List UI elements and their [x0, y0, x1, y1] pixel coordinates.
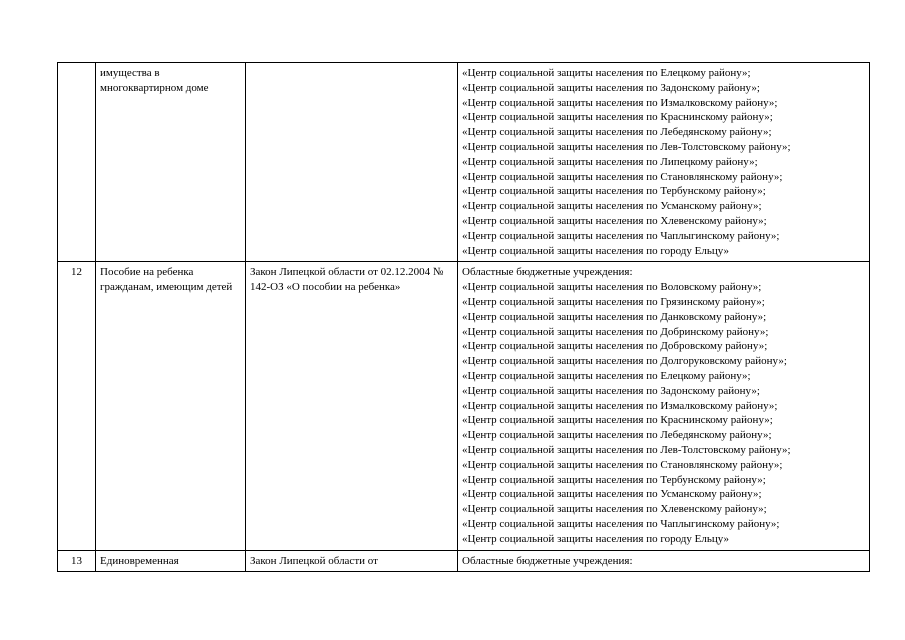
institution-line: «Центр социальной защиты населения по Усманскому району»; — [462, 488, 762, 501]
institution-line: «Центр социальной защиты населения по Хлевенскому району»; — [462, 214, 767, 227]
institution-line: «Центр социальной защиты населения по Добровскому району»; — [462, 340, 768, 353]
institutions-cell — [458, 63, 870, 262]
institution-line: «Центр социальной защиты населения по Елецкому району»; — [462, 369, 751, 382]
institutions-header: Областные бюджетные учреждения: — [462, 554, 633, 567]
institution-line: «Центр социальной защиты населения по Воловскому району»; — [462, 281, 762, 294]
row-number-cell — [58, 63, 96, 262]
law-reference-cell: Закон Липецкой области от — [246, 550, 458, 572]
institution-line: «Центр социальной защиты населения по Становлянскому району»; — [462, 458, 783, 471]
institution-line: «Центр социальной защиты населения по Лебедянскому району»; — [462, 126, 772, 139]
table-row — [58, 262, 870, 550]
institution-line: «Центр социальной защиты населения по городу Ельцу» — [462, 532, 730, 545]
institution-line: «Центр социальной защиты населения по Задонскому району»; — [462, 384, 760, 397]
benefit-name-cell: имущества в многоквартирном доме — [96, 63, 246, 262]
institution-line: «Центр социальной защиты населения по Лебедянскому району»; — [462, 429, 772, 442]
institution-line: «Центр социальной защиты населения по городу Ельцу» — [462, 244, 730, 257]
institution-line: «Центр социальной защиты населения по Липецкому району»; — [462, 155, 758, 168]
institutions-header: Областные бюджетные учреждения: — [462, 266, 633, 279]
institution-line: «Центр социальной защиты населения по Елецкому району»; — [462, 67, 751, 79]
institution-line: «Центр социальной защиты населения по Краснинскому району»; — [462, 111, 773, 124]
institution-line: «Центр социальной защиты населения по Грязинскому району»; — [462, 295, 765, 308]
institution-line: «Центр социальной защиты населения по Лев-Толстовскому району»; — [462, 443, 791, 456]
institution-line: «Центр социальной защиты населения по Тербунскому району»; — [462, 473, 766, 486]
row-number-cell: 13 — [58, 550, 96, 572]
institution-line: «Центр социальной защиты населения по Лев-Толстовскому району»; — [462, 140, 791, 153]
institution-line: «Центр социальной защиты населения по Чаплыгинскому району»; — [462, 517, 780, 530]
document-table — [57, 62, 870, 572]
institution-line: «Центр социальной защиты населения по Измалковскому району»; — [462, 96, 778, 109]
institution-line: «Центр социальной защиты населения по Задонскому району»; — [462, 81, 760, 94]
institution-line: «Центр социальной защиты населения по Данковскому району»; — [462, 310, 767, 323]
institutions-cell — [458, 262, 870, 550]
institutions-cell — [458, 550, 870, 572]
institution-line: «Центр социальной защиты населения по Становлянскому району»; — [462, 170, 783, 183]
law-reference-cell — [246, 63, 458, 262]
institution-line: «Центр социальной защиты населения по Хлевенскому району»; — [462, 503, 767, 516]
institution-line: «Центр социальной защиты населения по Долгоруковскому району»; — [462, 355, 787, 368]
table-row — [58, 63, 870, 262]
institution-line: «Центр социальной защиты населения по Измалковскому району»; — [462, 399, 778, 412]
institution-line: «Центр социальной защиты населения по Усманскому району»; — [462, 200, 762, 213]
institution-line: «Центр социальной защиты населения по Добринскому району»; — [462, 325, 769, 338]
benefit-name-cell: Пособие на ребенка гражданам, имеющим детей — [96, 262, 246, 550]
table-row — [58, 550, 870, 572]
law-reference-cell: Закон Липецкой области от 02.12.2004 № 142-ОЗ «О пособии на ребенка» — [246, 262, 458, 550]
benefit-name-cell: Единовременная — [96, 550, 246, 572]
institution-line: «Центр социальной защиты населения по Тербунскому району»; — [462, 185, 766, 198]
row-number-cell: 12 — [58, 262, 96, 550]
institution-line: «Центр социальной защиты населения по Краснинскому району»; — [462, 414, 773, 427]
institution-line: «Центр социальной защиты населения по Чаплыгинскому району»; — [462, 229, 780, 242]
